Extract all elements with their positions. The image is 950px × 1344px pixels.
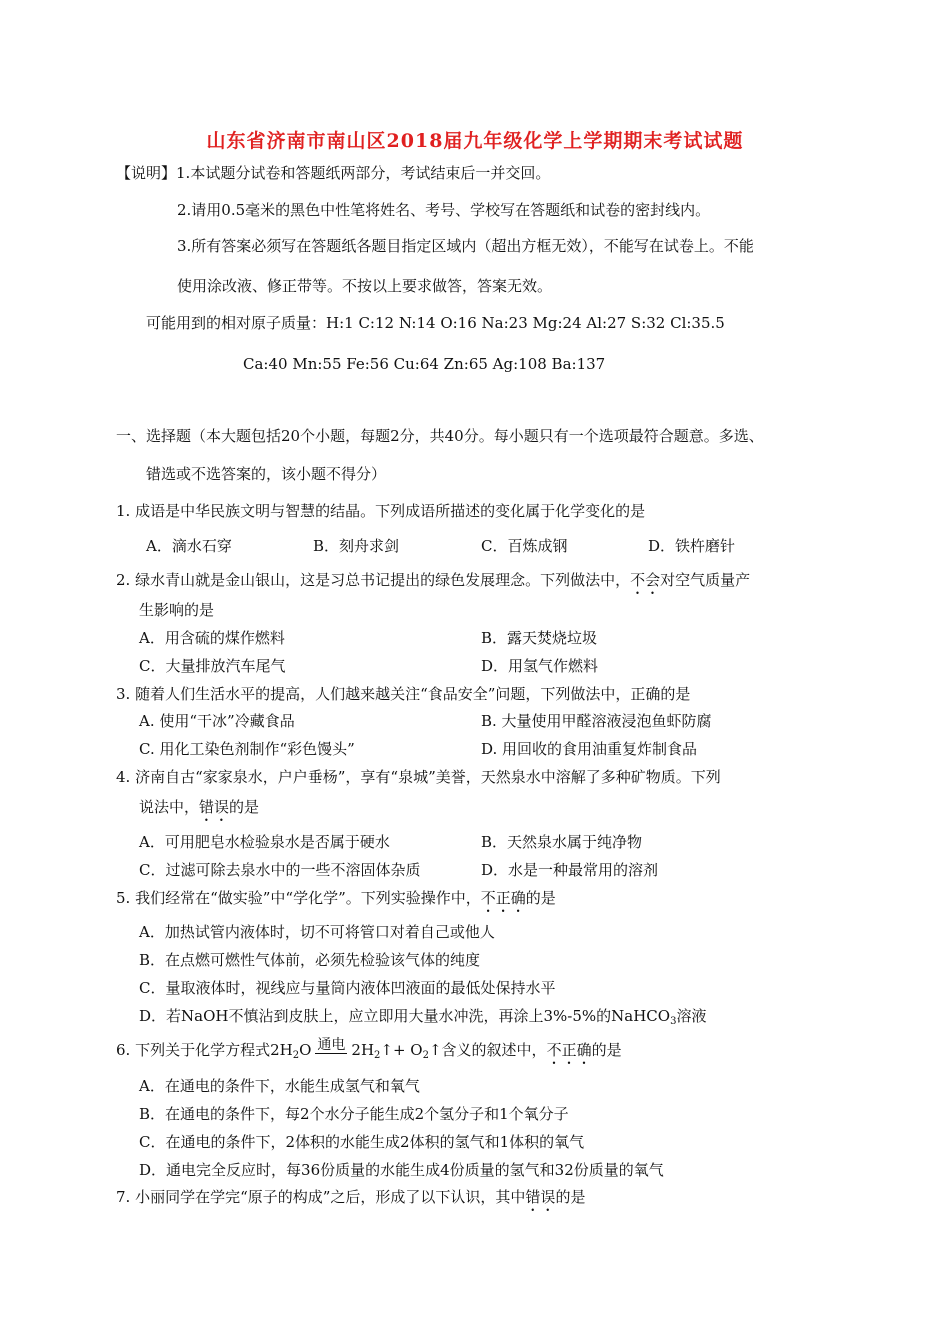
q7-stem bbox=[116, 1187, 585, 1215]
q2-stem-emphasis: 不会 bbox=[630, 571, 661, 589]
q3-option-b: B. 大量使用甲醛溶液浸泡鱼虾防腐 bbox=[481, 712, 712, 730]
q4-option-c: C．过滤可除去泉水中的一些不溶固体杂质 bbox=[139, 861, 421, 879]
q6-stem-text: 6. 下列关于化学方程式2H bbox=[116, 1041, 293, 1059]
q6-oxygen: O bbox=[299, 1041, 312, 1059]
q3-option-c: C. 用化工染色剂制作“彩色馒头” bbox=[139, 740, 355, 758]
q4-option-b: B．天然泉水属于纯净物 bbox=[481, 833, 643, 851]
q6-product-h2: 2H bbox=[351, 1041, 375, 1059]
q5-option-b: B．在点燃可燃性气体前，必须先检验该气体的纯度 bbox=[139, 951, 481, 969]
q2-stem-text-end: 对空气质量产 bbox=[660, 571, 751, 589]
q6-stem-emphasis: 不正确 bbox=[546, 1041, 592, 1059]
q7-stem-end: 的是 bbox=[555, 1188, 586, 1206]
q1-option-b: B．刻舟求剑 bbox=[313, 537, 400, 555]
q5-option-d-end: 溶液 bbox=[676, 1007, 707, 1025]
q4-stem-2-text: 说法中， bbox=[139, 798, 200, 816]
q5-stem-emphasis: 不正确 bbox=[480, 889, 526, 907]
q6-h2o-subscript: 2 bbox=[292, 1050, 300, 1061]
q2-option-b: B．露天焚烧垃圾 bbox=[481, 629, 598, 647]
section-heading-2: 错选或不选答案的，该小题不得分） bbox=[146, 465, 387, 483]
q2-stem bbox=[116, 570, 750, 598]
q2-stem-text: 2. 绿水青山就是金山银山，这是习总书记提出的绿色发展理念。下列做法中， bbox=[116, 571, 631, 589]
q1-stem: 1. 成语是中华民族文明与智慧的结晶。下列成语所描述的变化属于化学变化的是 bbox=[116, 502, 646, 520]
q4-option-a: A．可用肥皂水检验泉水是否属于硬水 bbox=[139, 833, 390, 851]
q5-option-d-subscript: 3 bbox=[670, 1016, 677, 1027]
q4-stem: 4. 济南自古“家家泉水，户户垂杨”，享有“泉城”美誉，天然泉水中溶解了多种矿物质。下列 bbox=[116, 768, 721, 786]
q4-option-d: D．水是一种最常用的溶剂 bbox=[481, 861, 659, 879]
q6-h2-subscript: 2 bbox=[374, 1050, 381, 1061]
q6-o2-subscript: 2 bbox=[422, 1050, 429, 1061]
note-3b: 使用涂改液、修正带等。不按以上要求做答，答案无效。 bbox=[177, 277, 553, 295]
page-title: 山东省济南市南山区2018届九年级化学上学期期末考试试题 bbox=[206, 130, 744, 152]
q1-option-c: C．百炼成钢 bbox=[481, 537, 568, 555]
q5-option-d-text: D．若NaOH不慎沾到皮肤上，应立即用大量水冲洗，再涂上3%-5%的NaHCO bbox=[139, 1007, 671, 1025]
q4-stem-2-end: 的是 bbox=[229, 798, 260, 816]
q6-option-c: C．在通电的条件下，2体积的水能生成2体积的氢气和1体积的氧气 bbox=[139, 1133, 585, 1151]
q6-option-b: B．在通电的条件下，每2个水分子能生成2个氢分子和1个氧分子 bbox=[139, 1105, 569, 1123]
q2-stem-2: 生影响的是 bbox=[139, 601, 215, 619]
q3-option-a: A. 使用“干冰”冷藏食品 bbox=[139, 712, 295, 730]
q6-option-a: A．在通电的条件下，水能生成氢气和氧气 bbox=[139, 1077, 420, 1095]
q6-stem-middle: ↑含义的叙述中， bbox=[428, 1041, 547, 1059]
q5-option-d bbox=[139, 1006, 706, 1032]
q7-stem-text: 7. 小丽同学在学完“原子的构成”之后，形成了以下认识，其中 bbox=[116, 1188, 526, 1206]
section-heading-1: 一、选择题（本大题包括20个小题，每题2分，共40分。每小题只有一个选项最符合题意。多选、 bbox=[116, 427, 764, 445]
q3-stem: 3. 随着人们生活水平的提高，人们越来越关注“食品安全”问题，下列做法中，正确的是 bbox=[116, 685, 691, 703]
notes-line-1 bbox=[116, 163, 550, 183]
q6-stem bbox=[116, 1037, 622, 1068]
note-2: 2.请用0.5毫米的黑色中性笔将姓名、考号、学校写在答题纸和试卷的密封线内。 bbox=[177, 201, 711, 219]
q2-option-a: A．用含硫的煤作燃料 bbox=[139, 629, 285, 647]
q2-option-d: D．用氢气作燃料 bbox=[481, 657, 599, 675]
q5-option-a: A．加热试管内液体时，切不可将管口对着自己或他人 bbox=[139, 923, 495, 941]
q3-option-d: D. 用回收的食用油重复炸制食品 bbox=[481, 740, 698, 758]
q5-option-c: C．量取液体时，视线应与量筒内液体凹液面的最低处保持水平 bbox=[139, 979, 556, 997]
q5-stem-text: 5. 我们经常在“做实验”中“学化学”。下列实验操作中， bbox=[116, 889, 481, 907]
note-1: 1.本试题分试卷和答题纸两部分，考试结束后一并交回。 bbox=[176, 164, 551, 182]
q7-stem-emphasis: 错误 bbox=[525, 1188, 556, 1206]
atomic-masses-line-2: Ca:40 Mn:55 Fe:56 Cu:64 Zn:65 Ag:108 Ba:137 bbox=[243, 355, 606, 373]
q4-stem-2 bbox=[139, 797, 259, 825]
q6-option-d: D．通电完全反应时，每36份质量的水能生成4份质量的氢气和32份质量的氧气 bbox=[139, 1161, 664, 1179]
q4-stem-emphasis: 错误 bbox=[199, 798, 230, 816]
note-3a: 3.所有答案必须写在答题纸各题目指定区域内（超出方框无效），不能写在试卷上。不能 bbox=[177, 237, 754, 255]
q5-stem bbox=[116, 888, 556, 916]
q5-stem-end: 的是 bbox=[525, 889, 556, 907]
q1-option-a: A．滴水石穿 bbox=[146, 537, 232, 555]
q6-stem-end: 的是 bbox=[591, 1041, 622, 1059]
q1-option-d: D．铁杵磨针 bbox=[648, 537, 736, 555]
q6-condition-text: 通电 bbox=[317, 1037, 346, 1053]
notes-label: 【说明】 bbox=[116, 164, 177, 182]
q6-plus-o: ↑+ O bbox=[380, 1041, 423, 1059]
q2-option-c: C．大量排放汽车尾气 bbox=[139, 657, 286, 675]
q6-reaction-condition bbox=[311, 1038, 351, 1054]
atomic-masses-line-1: 可能用到的相对原子质量：H:1 C:12 N:14 O:16 Na:23 Mg:24 Al:27 S:32 Cl:35.5 bbox=[146, 314, 725, 332]
